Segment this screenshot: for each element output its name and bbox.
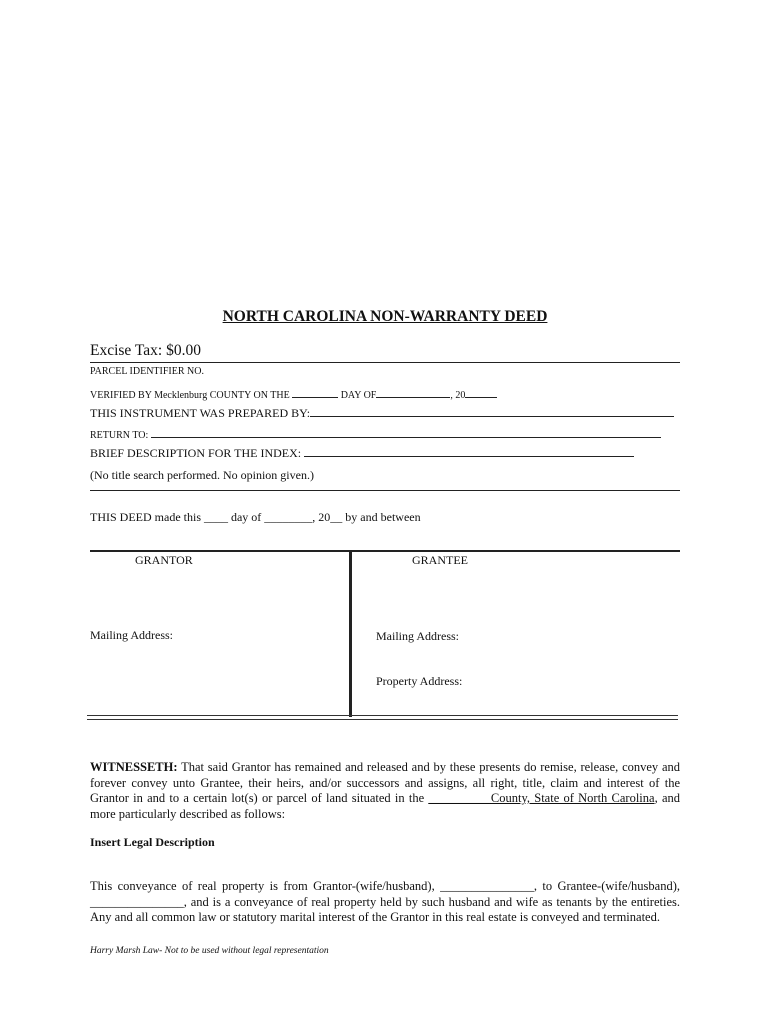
prepared-by-label: THIS INSTRUMENT WAS PREPARED BY:	[90, 406, 311, 420]
conveyance-paragraph: This conveyance of real property is from Grantor-(wife/husband), _______________, to Grantee-(wife/husband), _______________, and is a conveyance of real property held by such husband and wife as tenants by the entireties. Any and all common law or statutory marital interest of the Grantor in this real estate is conveyed and terminated.	[90, 879, 680, 924]
document-title: NORTH CAROLINA NON-WARRANTY DEED	[222, 308, 548, 325]
brief-description-line	[90, 445, 634, 461]
verified-prefix: VERIFIED BY Mecklenburg COUNTY ON THE	[90, 390, 290, 401]
prepared-by-line	[90, 405, 674, 421]
brief-description-blank	[304, 445, 634, 457]
header-bottom-divider	[90, 490, 680, 491]
excise-tax: Excise Tax: $0.00	[90, 342, 201, 359]
grantee-property-address: Property Address:	[376, 674, 463, 688]
verified-day-of: DAY OF	[340, 390, 377, 401]
witnesseth-lead: WITNESSETH:	[90, 760, 178, 774]
witnesseth-county-blank: __________County, State of North Carolina	[428, 791, 655, 805]
legal-description-heading: Insert Legal Description	[90, 835, 215, 849]
witnesseth-text-2: , and more particularly described as follows:	[90, 791, 680, 821]
deed-made-line: THIS DEED made this ____ day of ________, 20__ by and between	[90, 510, 421, 524]
witnesseth-text-1: That said Grantor has remained and released and by these presents do remise, release, convey and forever convey unto Grantee, their heirs, and/or successors and assigns, all right, title, claim and interest of the Grantor in and to a certain lot(s) or parcel of land situated in the	[90, 760, 680, 805]
grantor-mailing-address: Mailing Address:	[90, 628, 173, 642]
parcel-identifier: PARCEL IDENTIFIER NO.	[90, 366, 204, 377]
witnesseth-paragraph	[90, 760, 680, 822]
no-title-search: (No title search performed. No opinion given.)	[90, 468, 314, 482]
return-to-line	[90, 426, 661, 441]
verified-year-blank	[465, 386, 497, 398]
parties-vertical-divider	[349, 551, 352, 717]
footer-disclaimer: Harry Marsh Law- Not to be used without legal representation	[90, 946, 329, 956]
grantee-mailing-address: Mailing Address:	[376, 629, 459, 643]
parties-top-divider	[90, 550, 680, 552]
return-to-label: RETURN TO:	[90, 430, 149, 441]
verified-day-blank	[292, 386, 338, 398]
verified-line	[90, 386, 497, 401]
return-to-blank	[151, 426, 661, 438]
parties-bottom-divider	[87, 715, 678, 720]
grantee-heading: GRANTEE	[412, 553, 468, 567]
verified-year-prefix: , 20	[450, 390, 466, 401]
verified-month-blank	[376, 386, 450, 398]
brief-description-label: BRIEF DESCRIPTION FOR THE INDEX:	[90, 446, 302, 460]
prepared-by-blank	[310, 405, 674, 417]
grantor-heading: GRANTOR	[135, 553, 193, 567]
excise-divider	[90, 362, 680, 363]
